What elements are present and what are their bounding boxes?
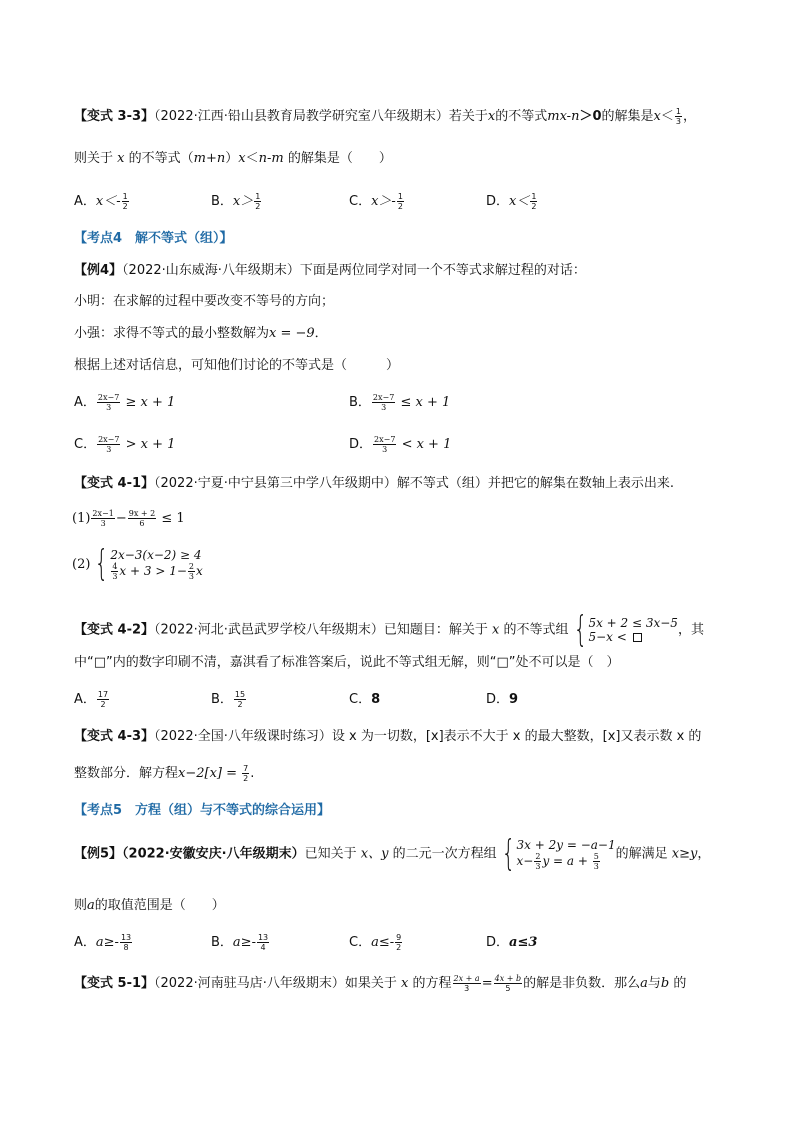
denominator: 3: [188, 571, 194, 581]
fraction: [120, 933, 132, 952]
var: x: [653, 109, 661, 124]
option-label: B．: [349, 395, 371, 410]
option-text: 8: [371, 692, 381, 707]
numerator: 9x + 2: [128, 509, 156, 518]
brace-icon: {: [573, 609, 587, 650]
option-text: a≥-: [95, 935, 119, 950]
variant-3-3-line2: [74, 149, 738, 169]
denominator: 3: [382, 445, 388, 454]
numerator: 1: [397, 192, 403, 201]
option-label: D．: [486, 935, 510, 950]
fraction: [453, 974, 481, 993]
example-5-line1: [74, 833, 738, 874]
numerator: 2x−7: [372, 393, 395, 402]
denominator: 3: [381, 403, 387, 412]
math: x−2[x] =: [178, 766, 242, 781]
option-label: D．: [349, 437, 373, 452]
numerator: 4: [112, 561, 118, 571]
option-c: [349, 192, 405, 212]
variant-4-1-line1: [74, 474, 738, 494]
expr: m+n: [193, 151, 226, 166]
math: x: [195, 563, 203, 578]
variant-4-1-part1: [72, 509, 738, 533]
equation-system: [72, 543, 203, 584]
op: ＞0: [579, 109, 602, 124]
option-label: D．: [486, 194, 510, 209]
option-a: [74, 690, 110, 710]
option-d: [486, 192, 538, 212]
example-tag: 【例5】: [74, 846, 123, 862]
option-a: [74, 192, 130, 212]
fraction: [188, 562, 195, 581]
numerator: 2x + a: [453, 974, 480, 983]
system-line: 2x−3(x−2) ≥ 4: [110, 547, 202, 562]
text: 的解集是（ ）: [287, 151, 392, 166]
denominator: 3: [675, 117, 681, 126]
example-4-question: 根据上述对话信息，可知他们讨论的不等式是（ ）: [74, 358, 400, 373]
fraction: [97, 690, 109, 709]
denominator: 3: [106, 403, 112, 412]
variant-4-2-line1: [74, 609, 738, 650]
fraction: [593, 852, 600, 871]
numerator: 1: [255, 192, 261, 201]
example-5-options: [74, 933, 738, 955]
var: x: [492, 622, 500, 638]
option-label: A．: [74, 935, 96, 950]
option-c: [349, 690, 380, 710]
option-text: < x + 1: [401, 437, 452, 452]
numerator: 9: [396, 933, 402, 942]
numerator: 13: [257, 933, 269, 942]
option-text: x＞: [232, 194, 254, 209]
source: （2022·河南驻马店·八年级期末）: [154, 976, 345, 991]
example-tag: 【例4】: [74, 263, 123, 278]
text: 已知关于: [304, 846, 357, 862]
variant-4-3-line1: [74, 727, 738, 747]
numerator: 1: [122, 192, 128, 201]
math: 5−x <: [588, 630, 631, 644]
text: 整数部分．解方程: [74, 766, 179, 781]
option-text: a≤-: [371, 935, 395, 950]
variant-4-2-line2: 中“□”内的数字印刷不清，嘉淇看了标准答案后，说此不等式组无解，则“□”处不可以是（ ）: [74, 655, 620, 670]
option-label: A．: [74, 395, 96, 410]
denominator: 3: [593, 861, 599, 871]
text: 的不等式（: [128, 151, 194, 166]
fraction: [395, 933, 402, 952]
fraction: [675, 107, 682, 126]
option-d: [486, 933, 537, 953]
option-text: a≤3: [509, 935, 538, 950]
brace-icon: {: [501, 833, 515, 874]
text: 如果关于: [344, 976, 397, 991]
var: x: [117, 151, 125, 166]
numerator: 2x−1: [92, 509, 114, 518]
option-b: [349, 393, 450, 413]
option-text: ≤ x + 1: [400, 395, 451, 410]
var: a: [87, 898, 95, 913]
example-4-line1: [74, 261, 738, 281]
text: 小强：求得不等式的最小整数解为: [74, 326, 270, 341]
equation-system: [497, 833, 616, 874]
text: 的解满足: [615, 846, 668, 862]
section-heading-kp4: 【考点4 解不等式（组）】: [74, 231, 233, 246]
option-label: C．: [349, 194, 372, 209]
fraction: [234, 690, 246, 709]
option-d: [349, 435, 451, 455]
option-text: 9: [509, 692, 519, 707]
denominator: 2: [237, 700, 243, 709]
denominator: 3: [106, 445, 112, 454]
option-label: A．: [74, 194, 96, 209]
op: ＜: [660, 109, 674, 124]
option-label: C．: [349, 692, 372, 707]
option-label: C．: [349, 935, 372, 950]
denominator: 8: [123, 943, 129, 952]
option-label: C．: [74, 437, 97, 452]
text: 已知题目：解关于: [383, 622, 488, 638]
variant-tag: 【变式 4-1】: [74, 476, 155, 491]
text: 的: [673, 976, 687, 991]
fraction: [494, 974, 523, 993]
system-line: [517, 852, 616, 871]
text: 解不等式（组）并把它的解集在数轴上表示出来.: [396, 476, 675, 491]
math: ≤ 1: [161, 511, 185, 526]
op: −: [115, 511, 127, 526]
system-lines: [110, 548, 202, 581]
text: 的不等式组: [503, 622, 569, 638]
option-label: B．: [211, 935, 233, 950]
example-4-options-row2: [74, 435, 738, 459]
denominator: 2: [100, 700, 106, 709]
text: 与: [647, 976, 661, 991]
numerator: 5: [593, 851, 599, 861]
denominator: 3: [464, 984, 470, 993]
text: 则关于: [74, 151, 114, 166]
var: x: [401, 976, 409, 991]
text: 下面是两位同学对同一个不等式求解过程的对话：: [299, 263, 586, 278]
option-text: a≥-: [232, 935, 256, 950]
system-line: [110, 562, 202, 581]
source: （2022·安徽安庆·八年级期末）: [122, 846, 305, 862]
denominator: 3: [112, 571, 118, 581]
var: x、y: [360, 846, 389, 862]
fraction: [372, 393, 395, 412]
denominator: 6: [139, 519, 145, 528]
fraction: [111, 562, 118, 581]
text: 若关于: [448, 109, 488, 124]
denominator: 3: [535, 861, 541, 871]
option-text: x＜-: [95, 194, 121, 209]
text: 的取值范围是（ ）: [94, 898, 225, 913]
variant-4-3-line2: [74, 764, 738, 784]
variant-tag: 【变式 3-3】: [74, 109, 155, 124]
math: x = −9: [269, 326, 315, 341]
option-d: [486, 690, 518, 710]
source: （2022·河北·武邑武罗学校八年级期末）: [154, 622, 384, 638]
brace-icon: {: [95, 543, 109, 584]
option-c: [74, 435, 175, 455]
numerator: 1: [531, 192, 537, 201]
option-label: B．: [211, 194, 233, 209]
text: 的方程: [412, 976, 452, 991]
option-text: > x + 1: [125, 437, 176, 452]
variant-4-1-part2: [72, 543, 738, 590]
denominator: 5: [505, 984, 511, 993]
text: 的不等式: [495, 109, 548, 124]
numerator: 13: [120, 933, 132, 942]
system-lines: [588, 616, 678, 644]
option-text: x＜: [509, 194, 530, 209]
option-a: [74, 933, 133, 953]
fraction: [257, 933, 269, 952]
text: ．: [314, 326, 328, 341]
text: 的二元一次方程组: [392, 846, 497, 862]
variant-tag: 【变式 4-3】: [74, 729, 155, 744]
fraction: [242, 764, 249, 783]
math: x + 3 > 1−: [119, 563, 187, 578]
math: x≥y: [671, 846, 698, 862]
variant-3-3-options: [74, 192, 738, 214]
system-lines: [517, 838, 616, 871]
option-b: [211, 690, 247, 710]
example-5-line2: [74, 896, 738, 916]
source: （2022·宁夏·中宁县第三中学八年级期中）: [154, 476, 397, 491]
op: ＜: [245, 151, 259, 166]
denominator: 2: [243, 774, 249, 783]
fraction: [534, 852, 541, 871]
equation-system: [569, 609, 678, 650]
option-b: [211, 933, 270, 953]
blank-box-icon: [633, 633, 642, 642]
variant-tag: 【变式 5-1】: [74, 976, 155, 991]
fraction: [397, 192, 404, 211]
variant-5-1-line1: [74, 974, 738, 1000]
numerator: 2: [535, 851, 541, 861]
denominator: 2: [531, 202, 537, 211]
option-b: [211, 192, 262, 212]
fraction: [530, 192, 537, 211]
fraction: [91, 509, 114, 528]
numerator: 2x−7: [374, 435, 396, 444]
fraction: [128, 509, 156, 528]
op: =: [481, 976, 493, 991]
numerator: 7: [243, 764, 249, 773]
denominator: 2: [396, 943, 402, 952]
fraction: [373, 435, 396, 454]
text: ，其: [677, 622, 704, 638]
option-label: A．: [74, 692, 96, 707]
text: 设 x 为一切数，[x]表示不大于 x 的最大整数，[x]又表示数 x 的: [331, 729, 702, 744]
numerator: 2: [188, 561, 194, 571]
part-label: (1): [72, 511, 91, 526]
numerator: 2x−7: [98, 435, 120, 444]
part-label: (2): [72, 556, 91, 572]
text: ）: [225, 151, 239, 166]
numerator: 2x−7: [97, 393, 120, 402]
denominator: 2: [122, 202, 128, 211]
expr: n-m: [258, 151, 284, 166]
denominator: 3: [100, 519, 106, 528]
var: x: [238, 151, 246, 166]
option-text: x＞-: [371, 194, 396, 209]
fraction: [122, 192, 129, 211]
var: b: [660, 976, 670, 991]
math: x−: [516, 853, 534, 868]
var: a: [640, 976, 648, 991]
math: y = a +: [542, 853, 592, 868]
text: ，: [697, 846, 711, 862]
fraction: [97, 393, 120, 412]
text: 则: [74, 898, 88, 913]
example-4-xiaoming: 小明：在求解的过程中要改变不等号的方向；: [74, 294, 335, 309]
numerator: 17: [97, 690, 109, 699]
denominator: 4: [260, 943, 266, 952]
denominator: 2: [397, 202, 403, 211]
example-4-xiaoqiang: [74, 324, 738, 344]
option-label: D．: [486, 692, 510, 707]
section-heading-kp5: 【考点5 方程（组）与不等式的综合运用】: [74, 803, 331, 818]
example-4-options-row1: [74, 393, 738, 417]
variant-3-3-line1: [74, 107, 738, 127]
source: （2022·江西·铅山县教育局教学研究室八年级期末）: [154, 109, 449, 124]
source: （2022·全国·八年级课时练习）: [154, 729, 332, 744]
var: x: [487, 109, 496, 124]
text: 的解集是: [601, 109, 654, 124]
option-c: [349, 933, 403, 953]
text: ，: [682, 109, 696, 124]
source: （2022·山东威海·八年级期末）: [122, 263, 300, 278]
denominator: 2: [255, 202, 261, 211]
text: .: [250, 766, 255, 781]
variant-tag: 【变式 4-2】: [74, 622, 155, 638]
system-line: 5x + 2 ≤ 3x−5: [588, 616, 678, 630]
expr: mx-n: [547, 109, 580, 124]
fraction: [254, 192, 261, 211]
variant-4-2-options: [74, 690, 738, 712]
numerator: 4x + b: [494, 974, 522, 983]
option-text: ≥ x + 1: [125, 395, 176, 410]
option-label: B．: [211, 692, 233, 707]
numerator: 15: [234, 690, 246, 699]
system-line: [588, 630, 678, 644]
numerator: 1: [675, 107, 681, 116]
option-a: [74, 393, 175, 413]
text: 的解是非负数．那么: [523, 976, 641, 991]
system-line: 3x + 2y = −a−1: [516, 837, 616, 852]
fraction: [97, 435, 120, 454]
